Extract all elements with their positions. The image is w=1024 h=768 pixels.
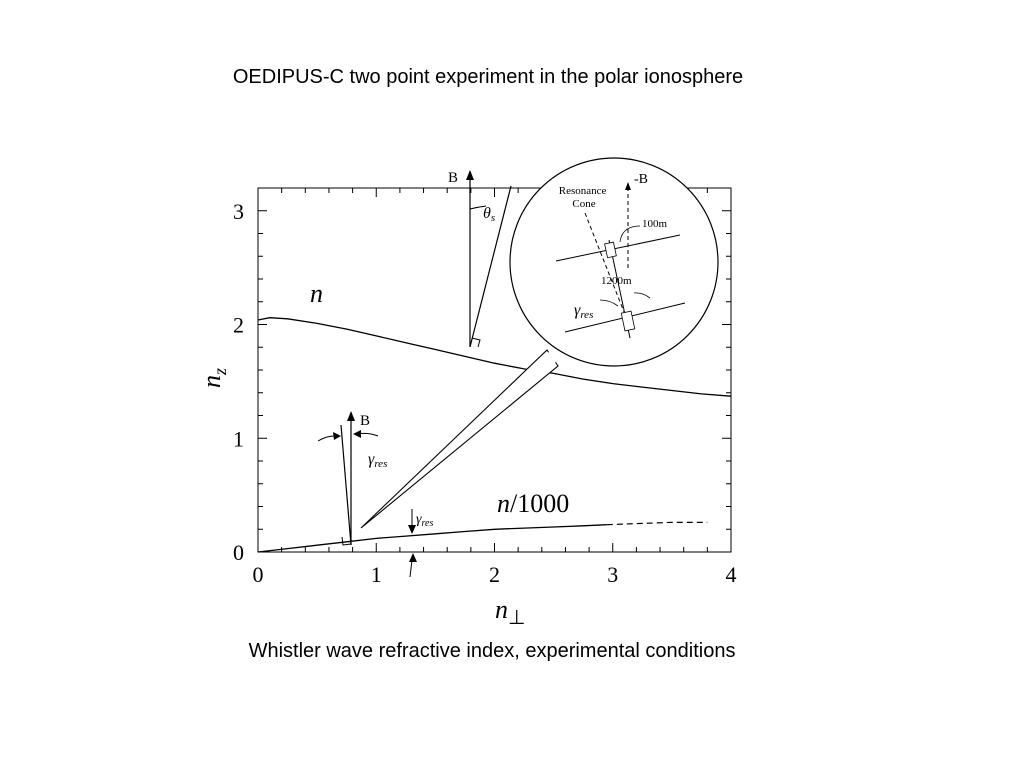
theta-label-sub: s [490, 212, 496, 224]
y-axis-label [197, 368, 230, 388]
gamma-lower-arrowhead-top [408, 525, 416, 534]
inset-minus-b-label: -B [634, 172, 648, 187]
inset-gamma-sub: res [580, 309, 594, 321]
theta-label-main: θ [483, 205, 491, 222]
upper-b-arrowhead [466, 170, 474, 180]
gamma-lower-arrow-bottom [410, 560, 412, 577]
upper-b-label: B [448, 170, 459, 186]
series-n1000-label-rest: /1000 [510, 489, 570, 518]
gamma-lower-main: γ [416, 512, 422, 527]
x-tick-label: 0 [252, 562, 264, 587]
y-axis-label-main: n [197, 375, 226, 388]
x-tick-label: 1 [370, 562, 382, 587]
series-n1000-dashed-line [607, 522, 708, 524]
inset-gamma-main: γ [574, 302, 581, 319]
series-n-label: n [310, 279, 323, 308]
inset-resonance-line1: Resonance [558, 185, 607, 197]
slide-caption: Whistler wave refractive index, experimental conditions [248, 640, 736, 662]
lower-b-arrowhead [347, 411, 355, 421]
x-axis-label [495, 595, 525, 629]
theta-label [483, 205, 495, 224]
inset-1200m-label: 1200m [601, 275, 632, 287]
upper-right-angle-mark [472, 338, 480, 347]
x-tick-label: 3 [607, 562, 619, 587]
x-tick-label: 2 [489, 562, 500, 587]
x-axis-label-sub: ⊥ [508, 607, 526, 629]
gamma-lower-sub: res [421, 518, 434, 529]
y-tick-label: 0 [233, 540, 244, 565]
gamma-upper-sub: res [374, 458, 388, 470]
inset-resonance-line2: Cone [572, 198, 596, 210]
y-tick-label: 3 [233, 198, 244, 224]
gamma-label-lower [416, 512, 433, 529]
inset-100m-label: 100m [642, 218, 668, 230]
gamma-arrowhead-right [353, 430, 361, 438]
gamma-lower-arrowhead-bottom [409, 553, 417, 562]
lower-k-vector [341, 425, 351, 545]
x-tick-label: 4 [725, 562, 737, 587]
x-axis-label-main: n [495, 595, 508, 624]
y-tick-label: 2 [233, 312, 244, 338]
series-n1000-label [497, 489, 569, 518]
gamma-arrowhead-left [333, 432, 341, 440]
gamma-upper-main: γ [368, 451, 375, 468]
y-axis-label-sub: z [210, 367, 230, 375]
lower-b-label: B [360, 413, 371, 429]
gamma-label-upper [368, 451, 387, 470]
y-tick-label: 1 [233, 426, 244, 452]
series-n1000-label-n: n [497, 489, 510, 518]
slide-title: OEDIPUS-C two point experiment in the polar ionosphere [232, 66, 744, 88]
